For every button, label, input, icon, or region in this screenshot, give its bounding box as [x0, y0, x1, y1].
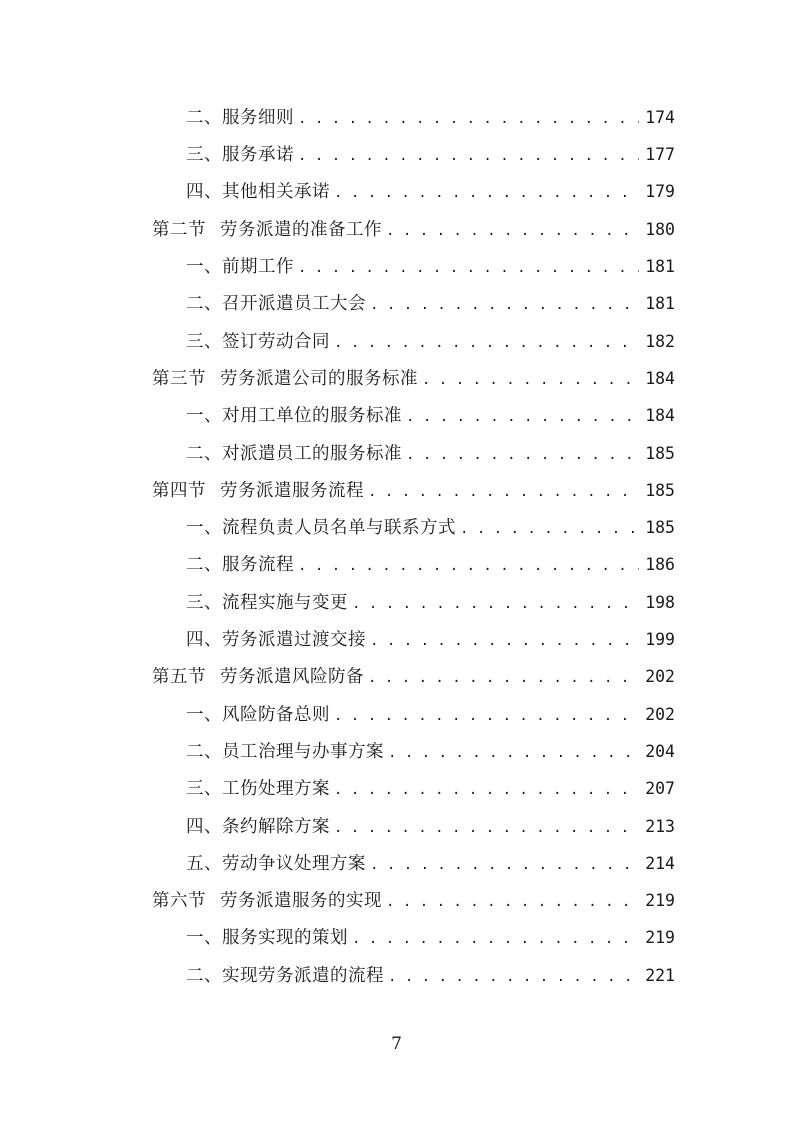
toc-item-row[interactable] — [0, 846, 793, 883]
toc-title-text: 三、服务承诺 — [186, 145, 294, 166]
toc-entry-title — [186, 816, 330, 837]
toc-entry — [186, 107, 793, 128]
toc-entry-title — [186, 930, 348, 948]
toc-entry-title — [186, 107, 294, 128]
toc-title-text: 劳务派遣服务流程 — [220, 480, 364, 501]
toc-item-row[interactable] — [0, 771, 793, 808]
toc-item-row[interactable] — [0, 436, 793, 473]
toc-entry — [152, 669, 793, 687]
toc-page-number: 214 — [645, 853, 675, 873]
toc-title-text: 三、工伤处理方案 — [186, 779, 330, 800]
toc-entry-title — [186, 781, 330, 799]
toc-section-row[interactable] — [0, 659, 793, 696]
toc-title-text: 四、条约解除方案 — [186, 816, 330, 837]
dot-leader — [386, 895, 639, 909]
toc-title-text: 一、风险防备总则 — [186, 704, 330, 725]
toc-section-row[interactable] — [0, 473, 793, 510]
toc-entry — [152, 368, 793, 389]
toc-entry — [186, 259, 793, 277]
dot-leader — [334, 783, 639, 797]
toc-page-number: 199 — [645, 630, 675, 650]
toc-item-row[interactable] — [0, 510, 793, 547]
toc-item-row[interactable] — [0, 324, 793, 361]
toc-section-number: 第四节 — [152, 480, 206, 501]
dot-leader — [388, 746, 639, 760]
toc-entry-title — [186, 741, 384, 762]
toc-entry-title — [186, 147, 294, 165]
toc-section-row[interactable] — [0, 361, 793, 398]
toc-entry-title — [186, 592, 348, 613]
toc-entry-title — [186, 408, 402, 426]
toc-item-row[interactable] — [0, 585, 793, 622]
dot-leader — [352, 597, 639, 611]
toc-page-number: 179 — [645, 182, 675, 202]
dot-leader — [368, 485, 639, 499]
toc-section-number: 第六节 — [152, 891, 206, 912]
toc-section-number: 第三节 — [152, 368, 206, 389]
toc-entry — [186, 184, 793, 202]
dot-leader — [370, 858, 639, 872]
toc-page-number: 181 — [645, 257, 675, 277]
toc-page-number: 202 — [645, 667, 675, 687]
toc-title-text: 三、签订劳动合同 — [186, 331, 330, 352]
toc-item-row[interactable] — [0, 286, 793, 323]
toc-page-number: 184 — [645, 368, 675, 388]
toc-page-number: 202 — [645, 704, 675, 724]
dot-leader — [406, 410, 639, 424]
dot-leader — [334, 821, 639, 835]
toc-title-text: 二、对派遣员工的服务标准 — [186, 443, 402, 464]
toc-entry — [186, 296, 793, 314]
toc-entry — [186, 520, 793, 538]
toc-entry-title — [152, 219, 382, 240]
toc-title-text: 二、员工治理与办事方案 — [186, 741, 384, 762]
toc-section-row[interactable] — [0, 212, 793, 249]
toc-title-text: 劳务派遣的准备工作 — [220, 219, 382, 240]
toc-entry — [186, 443, 793, 464]
toc-title-text: 一、服务实现的策划 — [186, 928, 348, 949]
toc-title-text: 一、流程负责人员名单与联系方式 — [186, 518, 456, 539]
toc-section-number: 第五节 — [152, 667, 206, 688]
toc-item-row[interactable] — [0, 697, 793, 734]
toc-entry-title — [152, 669, 364, 687]
table-of-contents — [0, 100, 793, 995]
toc-title-text: 五、劳动争议处理方案 — [186, 853, 366, 874]
toc-entry — [186, 147, 793, 165]
dot-leader — [370, 298, 639, 312]
toc-entry — [152, 893, 793, 911]
toc-entry — [186, 853, 793, 874]
toc-entry-title — [186, 557, 294, 575]
toc-page-number: 207 — [645, 779, 675, 799]
page-number: 7 — [391, 1034, 402, 1054]
toc-entry — [186, 331, 793, 352]
toc-entry-title — [186, 632, 366, 650]
toc-item-row[interactable] — [0, 175, 793, 212]
toc-page-number: 185 — [645, 480, 675, 500]
toc-entry — [152, 480, 793, 501]
toc-entry-title — [186, 704, 330, 725]
dot-leader — [334, 186, 639, 200]
toc-item-row[interactable] — [0, 921, 793, 958]
toc-page-number: 181 — [645, 294, 675, 314]
toc-entry — [186, 557, 793, 575]
toc-item-row[interactable] — [0, 249, 793, 286]
toc-title-text: 劳务派遣服务的实现 — [220, 891, 382, 912]
toc-entry — [186, 408, 793, 426]
toc-title-text: 二、实现劳务派遣的流程 — [186, 965, 384, 986]
toc-entry — [186, 930, 793, 948]
dot-leader — [388, 970, 639, 984]
toc-title-text: 一、对用工单位的服务标准 — [186, 406, 402, 427]
toc-entry-title — [186, 184, 330, 202]
toc-page-number: 213 — [645, 816, 675, 836]
dot-leader — [370, 634, 639, 648]
toc-page-number: 180 — [645, 219, 675, 239]
toc-title-text: 三、流程实施与变更 — [186, 592, 348, 613]
toc-title-text: 四、其他相关承诺 — [186, 182, 330, 203]
toc-entry — [186, 741, 793, 762]
toc-title-text: 一、前期工作 — [186, 257, 294, 278]
toc-page-number: 185 — [645, 518, 675, 538]
toc-entry — [186, 965, 793, 986]
toc-entry-title — [186, 331, 330, 352]
toc-entry-title — [186, 259, 294, 277]
toc-entry-title — [186, 520, 456, 538]
dot-leader — [334, 709, 639, 723]
toc-entry — [186, 632, 793, 650]
toc-page-number: 182 — [645, 331, 675, 351]
toc-section-row[interactable] — [0, 883, 793, 920]
toc-item-row[interactable] — [0, 958, 793, 995]
toc-page-number: 174 — [645, 107, 675, 127]
toc-entry — [186, 781, 793, 799]
toc-page-number: 221 — [645, 965, 675, 985]
toc-entry-title — [152, 480, 364, 501]
toc-item-row[interactable] — [0, 548, 793, 585]
dot-leader — [422, 373, 639, 387]
toc-item-row[interactable] — [0, 809, 793, 846]
toc-page-number: 219 — [645, 891, 675, 911]
dot-leader — [352, 932, 639, 946]
toc-title-text: 二、服务流程 — [186, 555, 294, 576]
toc-item-row[interactable] — [0, 398, 793, 435]
toc-title-text: 二、召开派遣员工大会 — [186, 294, 366, 315]
dot-leader — [298, 261, 639, 275]
toc-title-text: 劳务派遣公司的服务标准 — [220, 368, 418, 389]
toc-item-row[interactable] — [0, 100, 793, 137]
toc-entry-title — [186, 443, 402, 464]
toc-entry — [186, 704, 793, 725]
toc-title-text: 二、服务细则 — [186, 107, 294, 128]
dot-leader — [406, 448, 639, 462]
toc-entry-title — [152, 893, 382, 911]
toc-entry — [152, 219, 793, 240]
toc-entry — [186, 816, 793, 837]
toc-entry-title — [186, 296, 366, 314]
dot-leader — [386, 224, 639, 238]
dot-leader — [298, 559, 639, 573]
toc-page-number: 186 — [645, 555, 675, 575]
toc-section-number: 第二节 — [152, 219, 206, 240]
toc-page-number: 198 — [645, 592, 675, 612]
dot-leader — [298, 149, 639, 163]
dot-leader — [368, 671, 639, 685]
toc-page-number: 184 — [645, 406, 675, 426]
dot-leader — [334, 336, 639, 350]
dot-leader — [460, 522, 639, 536]
toc-page-number: 204 — [645, 741, 675, 761]
dot-leader — [298, 112, 639, 126]
toc-entry-title — [186, 965, 384, 986]
toc-entry — [186, 592, 793, 613]
toc-item-row[interactable] — [0, 734, 793, 771]
toc-page-number: 185 — [645, 443, 675, 463]
toc-page-number: 177 — [645, 145, 675, 165]
toc-entry-title — [186, 853, 366, 874]
toc-title-text: 四、劳务派遣过渡交接 — [186, 630, 366, 651]
toc-page-number: 219 — [645, 928, 675, 948]
toc-item-row[interactable] — [0, 137, 793, 174]
toc-title-text: 劳务派遣风险防备 — [220, 667, 364, 688]
toc-item-row[interactable] — [0, 622, 793, 659]
toc-entry-title — [152, 368, 418, 389]
